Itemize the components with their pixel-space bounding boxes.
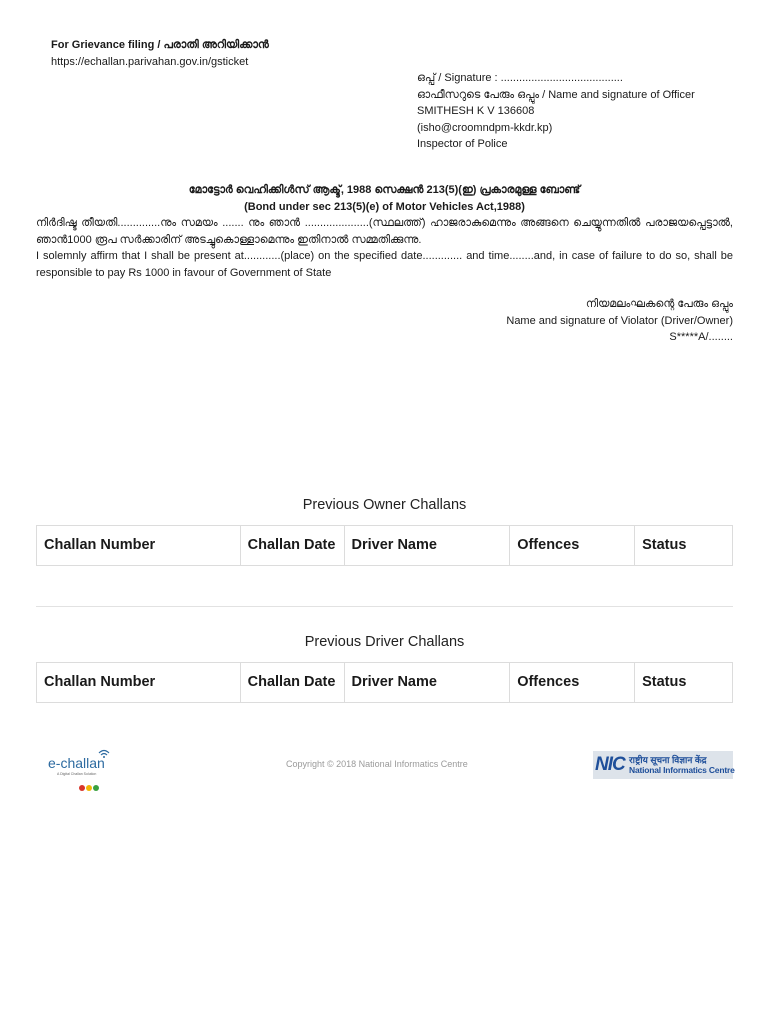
column-header: Driver Name xyxy=(344,526,510,566)
traffic-light-icon xyxy=(79,778,100,796)
nic-logo-abbr: NIC xyxy=(595,754,625,775)
bond-section xyxy=(36,182,733,281)
column-header: Challan Date xyxy=(240,663,344,703)
grievance-block xyxy=(51,37,269,71)
column-header: Driver Name xyxy=(344,663,510,703)
owner-challans-table xyxy=(36,525,733,566)
echallan-logo-text: e-challan xyxy=(48,755,105,771)
owner-challans-title: Previous Owner Challans xyxy=(302,497,467,513)
nic-logo-english: National Informatics Centre xyxy=(629,765,735,775)
violator-label-malayalam: നിയമലംഘകന്റെ പേരും ഒപ്പും xyxy=(585,298,733,310)
echallan-logo xyxy=(48,749,110,785)
driver-challans-title: Previous Driver Challans xyxy=(304,634,465,650)
officer-name-label: ഓഫീസറുടെ പേരും ഒപ്പും / Name and signature of Officer xyxy=(417,88,695,101)
bond-text-malayalam: നിർദിഷ്ട തീയതി..............നും സമയം ....... നും ഞാൻ .....................(സ്ഥലത്ത്) ഹാജരാകുമെന്നും അങ്ങനെ ചെയ്യുന്നതിൽ പരാജയപ്പെട്ടാൽ, ഞാൻ1000 രൂപ സർക്കാരിന് അടച്ചുകൊള്ളാമെന്നും ഇതിനാൽ സമ്മതിക്കുന്നു. xyxy=(36,217,733,246)
violator-signature-block xyxy=(506,296,733,346)
nic-logo xyxy=(593,751,733,779)
footer xyxy=(0,745,768,785)
echallan-tagline: A Digital Challan Solution xyxy=(57,772,97,776)
signature-line: ഒപ്പ് / Signature : ........................................ xyxy=(417,72,623,84)
driver-challans-table xyxy=(36,662,733,703)
copyright-text: Copyright © 2018 National Informatics Centre xyxy=(286,759,468,769)
violator-label-english: Name and signature of Violator (Driver/Owner) xyxy=(506,314,733,327)
column-header: Status xyxy=(635,526,733,566)
violator-name: S*****A/........ xyxy=(669,331,733,343)
column-header: Offences xyxy=(510,526,635,566)
officer-name: SMITHESH K V 136608 xyxy=(417,105,535,117)
officer-signature-block xyxy=(417,70,695,153)
bond-title-malayalam: മോട്ടോർ വെഹിക്കിൾസ് ആക്ട്, 1988 സെക്ഷൻ 213(5)(ഇ) പ്രകാരമുള്ള ബോണ്ട് xyxy=(188,184,581,196)
column-header: Challan Number xyxy=(37,526,241,566)
section-divider xyxy=(36,606,733,607)
column-header: Status xyxy=(635,663,733,703)
bond-text-english: I solemnly affirm that I shall be present at............(place) on the specified date............. and time........and, in case of failure to do so, shall be responsible to pay Rs 1000 in favour of Government of State xyxy=(36,250,733,279)
table-header-row xyxy=(37,663,733,703)
column-header: Challan Date xyxy=(240,526,344,566)
officer-designation: Inspector of Police xyxy=(417,138,508,150)
officer-email: (isho@croomndpm-kkdr.kp) xyxy=(417,121,553,134)
grievance-title: For Grievance filing / പരാതി അറിയിക്കാൻ xyxy=(51,39,269,51)
column-header: Offences xyxy=(510,663,635,703)
nic-logo-hindi: राष्ट्रीय सूचना विज्ञान केंद्र xyxy=(629,755,707,765)
grievance-link[interactable]: https://echallan.parivahan.gov.in/gsticket xyxy=(51,56,249,68)
table-header-row xyxy=(37,526,733,566)
column-header: Challan Number xyxy=(37,663,241,703)
bond-title-english: (Bond under sec 213(5)(e) of Motor Vehicles Act,1988) xyxy=(244,200,525,213)
